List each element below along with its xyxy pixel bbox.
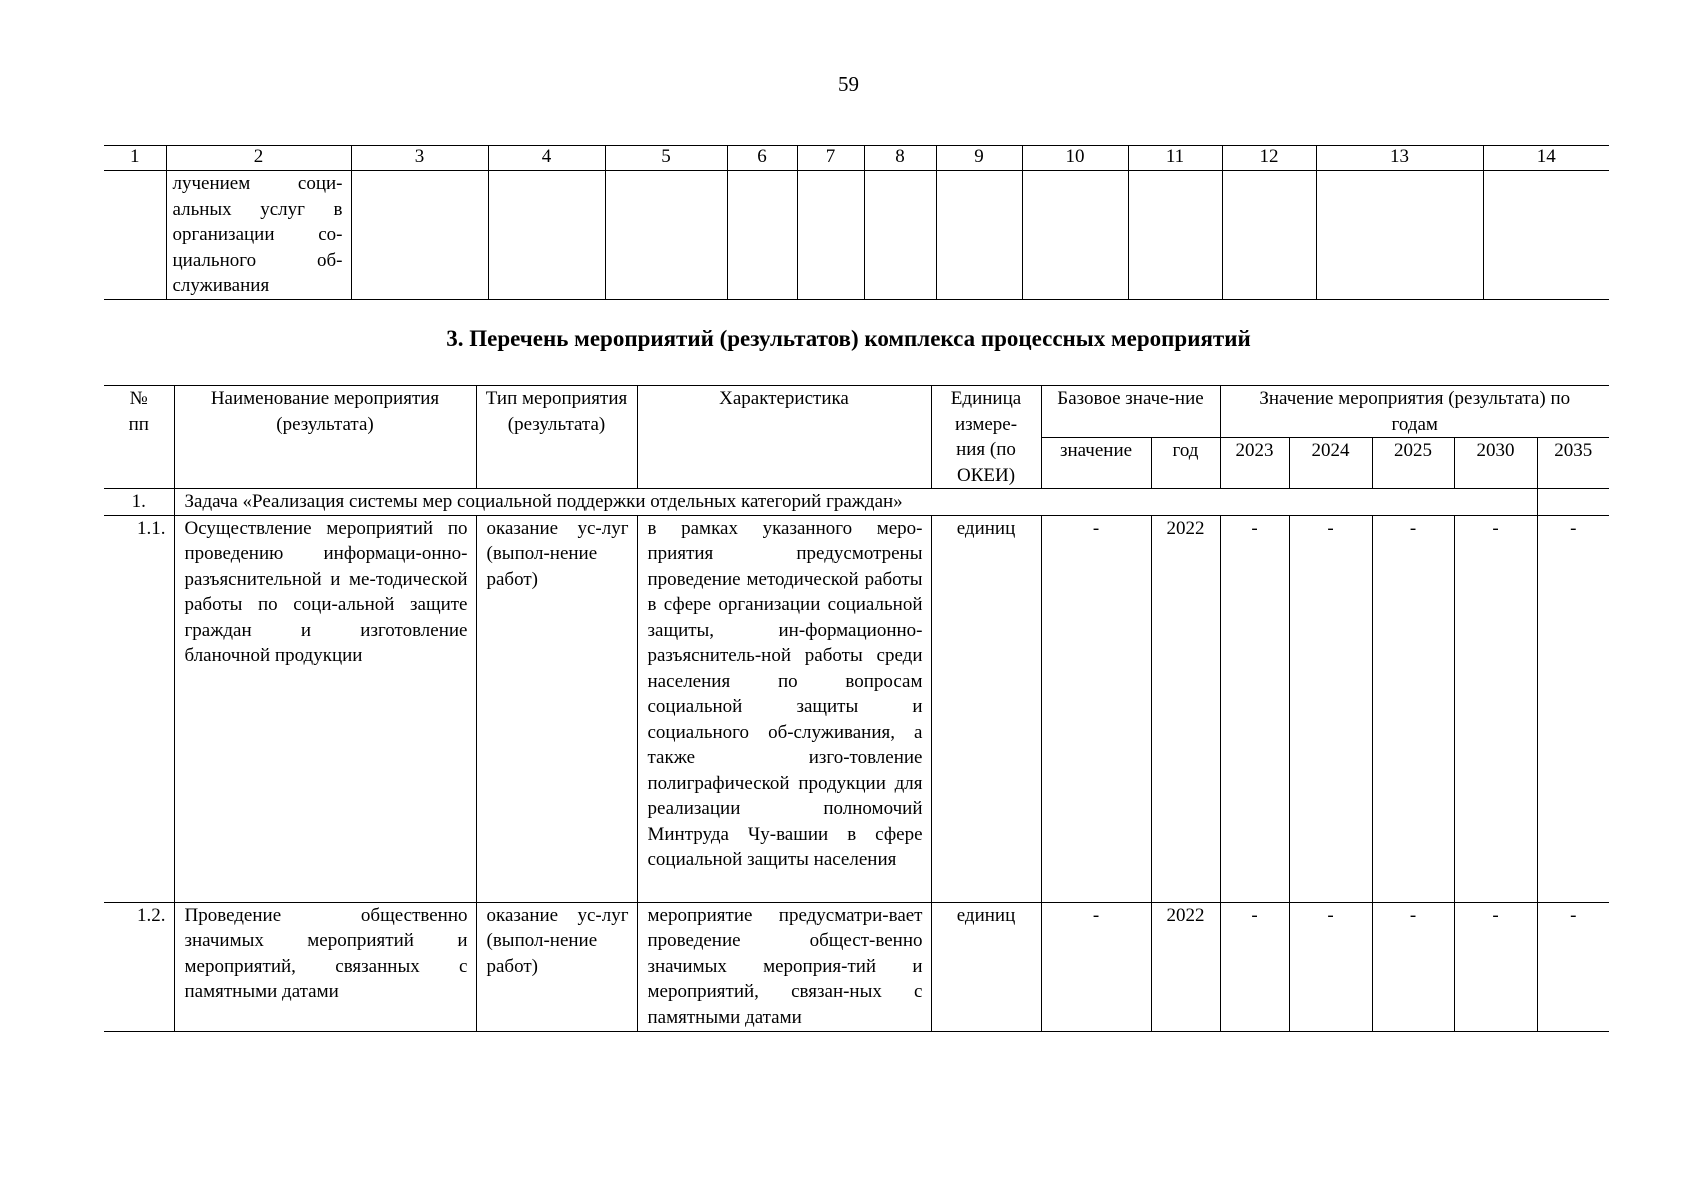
column-number: 14 [1483, 146, 1609, 171]
header-year: 2025 [1372, 438, 1454, 489]
table-row [104, 171, 1609, 300]
row-type: оказание ус-луг (выпол-нение работ) [476, 902, 637, 1031]
row-value: - [1454, 515, 1537, 902]
column-number-row [104, 146, 1609, 171]
table-row [104, 902, 1609, 1031]
column-number: 6 [727, 146, 797, 171]
header-num: № пп [104, 386, 174, 489]
text-line: альных услуг в [172, 198, 343, 220]
column-number: 3 [351, 146, 488, 171]
header-year: 2035 [1537, 438, 1609, 489]
header-row [104, 386, 1609, 438]
header-unit: Единица измере-ния (по ОКЕИ) [931, 386, 1041, 489]
column-number: 5 [605, 146, 727, 171]
header-name: Наименование мероприятия (результата) [174, 386, 476, 489]
table-row [104, 515, 1609, 902]
header-year: 2024 [1289, 438, 1372, 489]
column-number: 12 [1222, 146, 1316, 171]
task-num: 1. [104, 489, 174, 516]
row-value: - [1372, 902, 1454, 1031]
row-value: - [1537, 515, 1609, 902]
text-line: циального об- [172, 249, 343, 271]
row-characteristic: мероприятие предусматри-вает проведение общест-венно значимых мероприя-тий и мероприятий, связан-ных с памятными датами [637, 902, 931, 1031]
column-number: 13 [1316, 146, 1483, 171]
continuation-table [104, 145, 1609, 300]
header-year: 2023 [1220, 438, 1289, 489]
row-value: - [1289, 515, 1372, 902]
text-line: служивания [172, 275, 270, 296]
page-number: 59 [838, 72, 859, 96]
column-number: 7 [797, 146, 864, 171]
header-base-value: значение [1041, 438, 1151, 489]
row-value: - [1220, 515, 1289, 902]
row-unit: единиц [931, 515, 1041, 902]
row-name: Осуществление мероприятий по проведению информаци-онно-разъяснительной и ме-тодической работы по соци-альной защите граждан и изготовление бланочной продукции [174, 515, 476, 902]
row-value: - [1289, 902, 1372, 1031]
column-number: 2 [166, 146, 351, 171]
section-title: 3. Перечень мероприятий (результатов) комплекса процессных мероприятий [446, 326, 1251, 351]
task-text: Задача «Реализация системы мер социальной поддержки отдельных категорий граждан» [174, 489, 1537, 516]
row-num: 1.1. [104, 515, 174, 902]
header-year: 2030 [1454, 438, 1537, 489]
row-value: - [1372, 515, 1454, 902]
header-type: Тип мероприятия (результата) [476, 386, 637, 489]
row-base-year: 2022 [1151, 902, 1220, 1031]
header-base: Базовое значе-ние [1041, 386, 1220, 438]
column-number: 9 [936, 146, 1022, 171]
row-type: оказание ус-луг (выпол-нение работ) [476, 515, 637, 902]
column-number: 10 [1022, 146, 1128, 171]
row-name: Проведение общественно значимых мероприятий и мероприятий, связанных с памятными датами [174, 902, 476, 1031]
header-by-years: Значение мероприятия (результата) по годам [1220, 386, 1609, 438]
row-base-value: - [1041, 902, 1151, 1031]
text-line: организации со- [172, 224, 343, 245]
row-unit: единиц [931, 902, 1041, 1031]
continued-text-cell [166, 171, 351, 300]
row-num: 1.2. [104, 902, 174, 1031]
column-number: 11 [1128, 146, 1222, 171]
task-row [104, 489, 1609, 516]
row-value: - [1220, 902, 1289, 1031]
row-value: - [1454, 902, 1537, 1031]
column-number: 4 [488, 146, 605, 171]
row-characteristic: в рамках указанного меро-приятия предусмотрены проведение методической работы в сфере организации социальной защиты, ин-формационно-разъяснитель-ной работы среди населения по вопросам социальной защиты и социального об-служивания, а также изго-товление полиграфической продукции для реализации полномочий Минтруда Чу-вашии в сфере социальной защиты населения [637, 515, 931, 902]
row-value: - [1537, 902, 1609, 1031]
column-number: 1 [104, 146, 166, 171]
text-line: лучением соци- [172, 173, 343, 194]
header-base-year: год [1151, 438, 1220, 489]
measures-table [104, 385, 1609, 1032]
row-base-year: 2022 [1151, 515, 1220, 902]
header-characteristic: Характеристика [637, 386, 931, 489]
row-base-value: - [1041, 515, 1151, 902]
column-number: 8 [864, 146, 936, 171]
